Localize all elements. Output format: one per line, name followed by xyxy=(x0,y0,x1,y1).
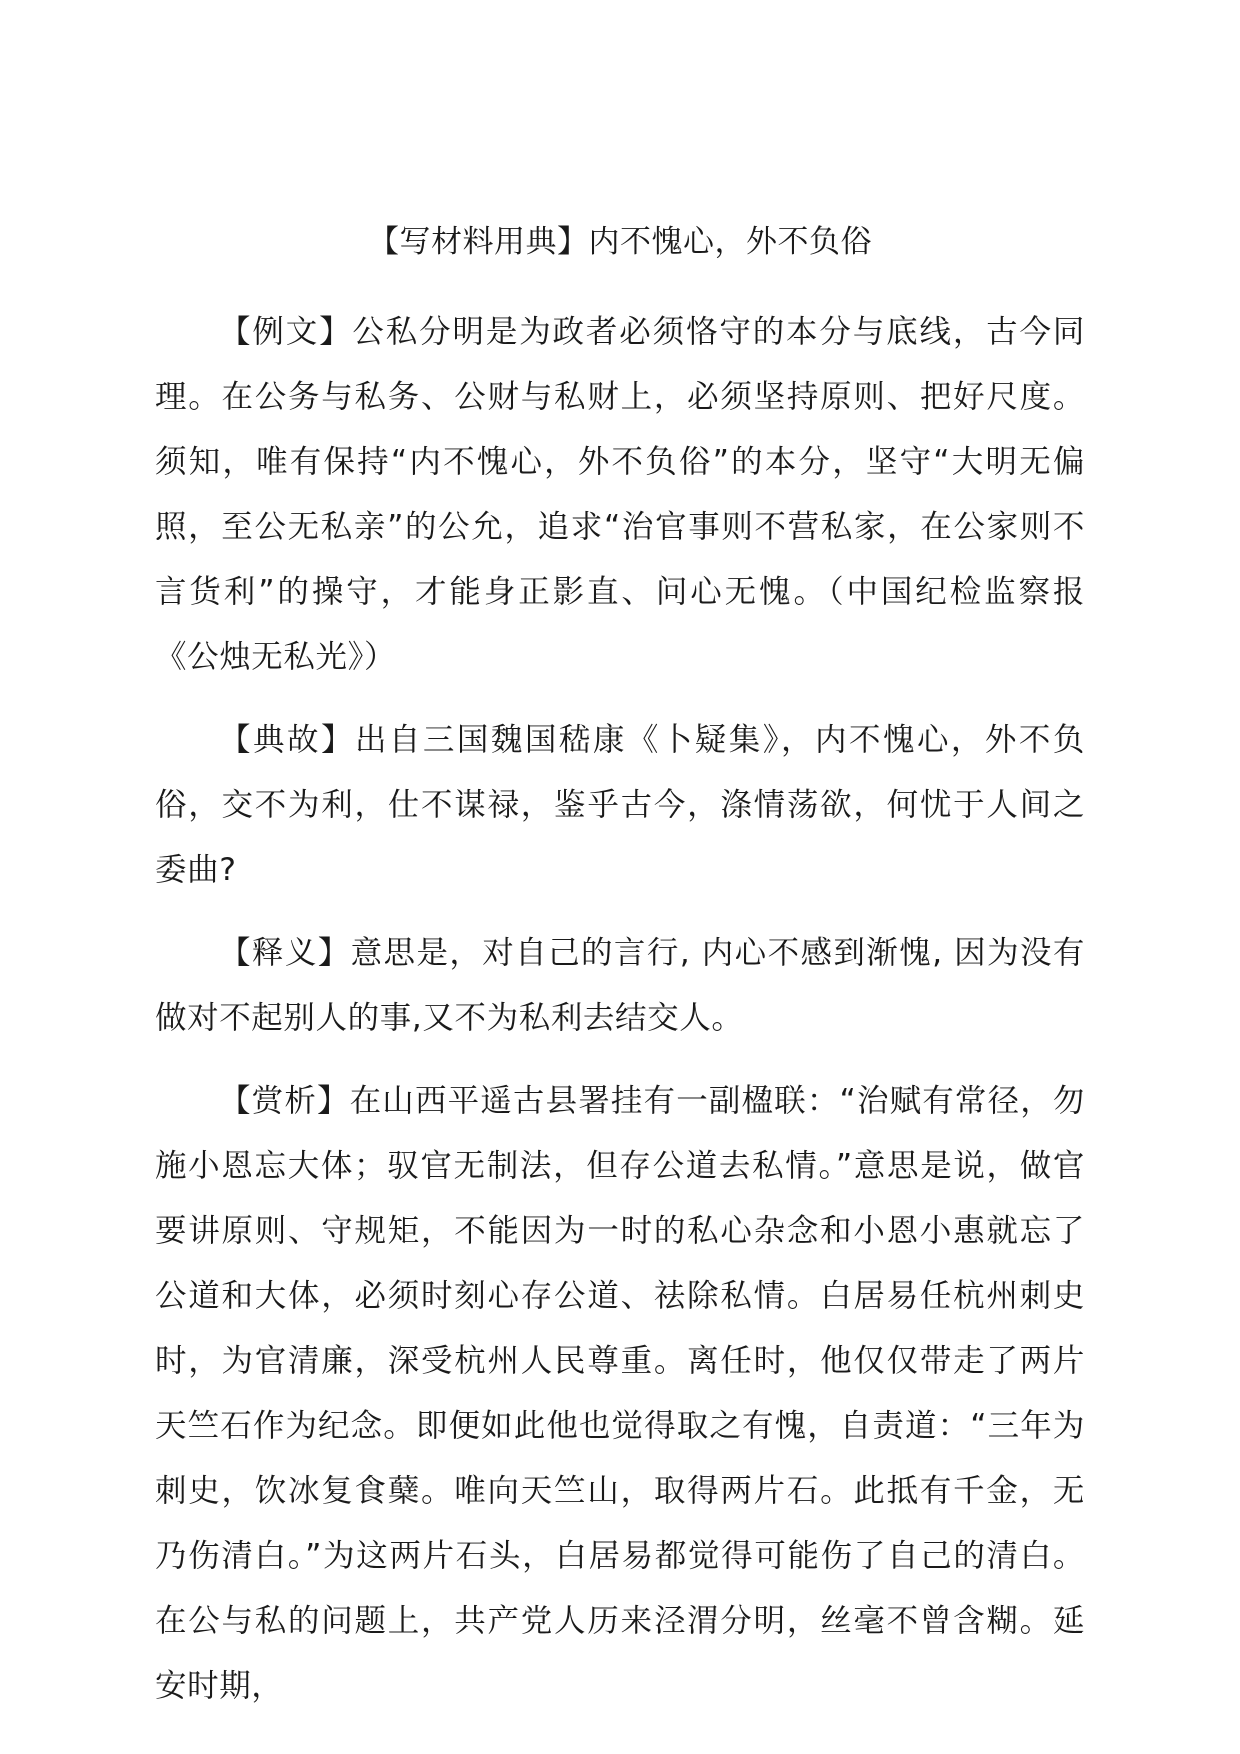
paragraph-meaning: 【释义】意思是，对自己的言行, 内心不感到渐愧, 因为没有做对不起别人的事,又不为私利去结交人。 xyxy=(155,935,1085,1036)
paragraph-example: 【例文】公私分明是为政者必须恪守的本分与底线，古今同理。在公务与私务、公财与私财上，必须坚持原则、把好尺度。须知，唯有保持“内不愧心，外不负俗”的本分，坚守“大明无偏照，至公无私亲”的公允，追求“治官事则不营私家，在公家则不言货利”的操守，才能身正影直、问心无愧。（中国纪检监察报《公烛无私光》） xyxy=(155,314,1085,675)
document-body xyxy=(155,300,1085,1737)
paragraph-allusion: 【典故】出自三国魏国嵇康《卜疑集》，内不愧心，外不负俗，交不为利，仕不谋禄，鉴乎古今，涤情荡欲，何忧于人间之委曲? xyxy=(155,722,1085,888)
document-title: 【写材料用典】内不愧心，外不负俗 xyxy=(368,224,872,260)
paragraph-appreciation: 【赏析】在山西平遥古县署挂有一副楹联：“治赋有常径，勿施小恩忘大体；驭官无制法，但存公道去私情。”意思是说，做官要讲原则、守规矩，不能因为一时的私心杂念和小恩小惠就忘了公道和大体，必须时刻心存公道、祛除私情。白居易任杭州刺史时，为官清廉，深受杭州人民尊重。离任时，他仅仅带走了两片天竺石作为纪念。即便如此他也觉得取之有愧，自责道：“三年为刺史，饮冰复食蘖。唯向天竺山，取得两片石。此抵有千金，无乃伤清白。”为这两片石头，白居易都觉得可能伤了自己的清白。在公与私的问题上，共产党人历来泾渭分明，丝毫不曾含糊。延安时期， xyxy=(155,1083,1085,1704)
